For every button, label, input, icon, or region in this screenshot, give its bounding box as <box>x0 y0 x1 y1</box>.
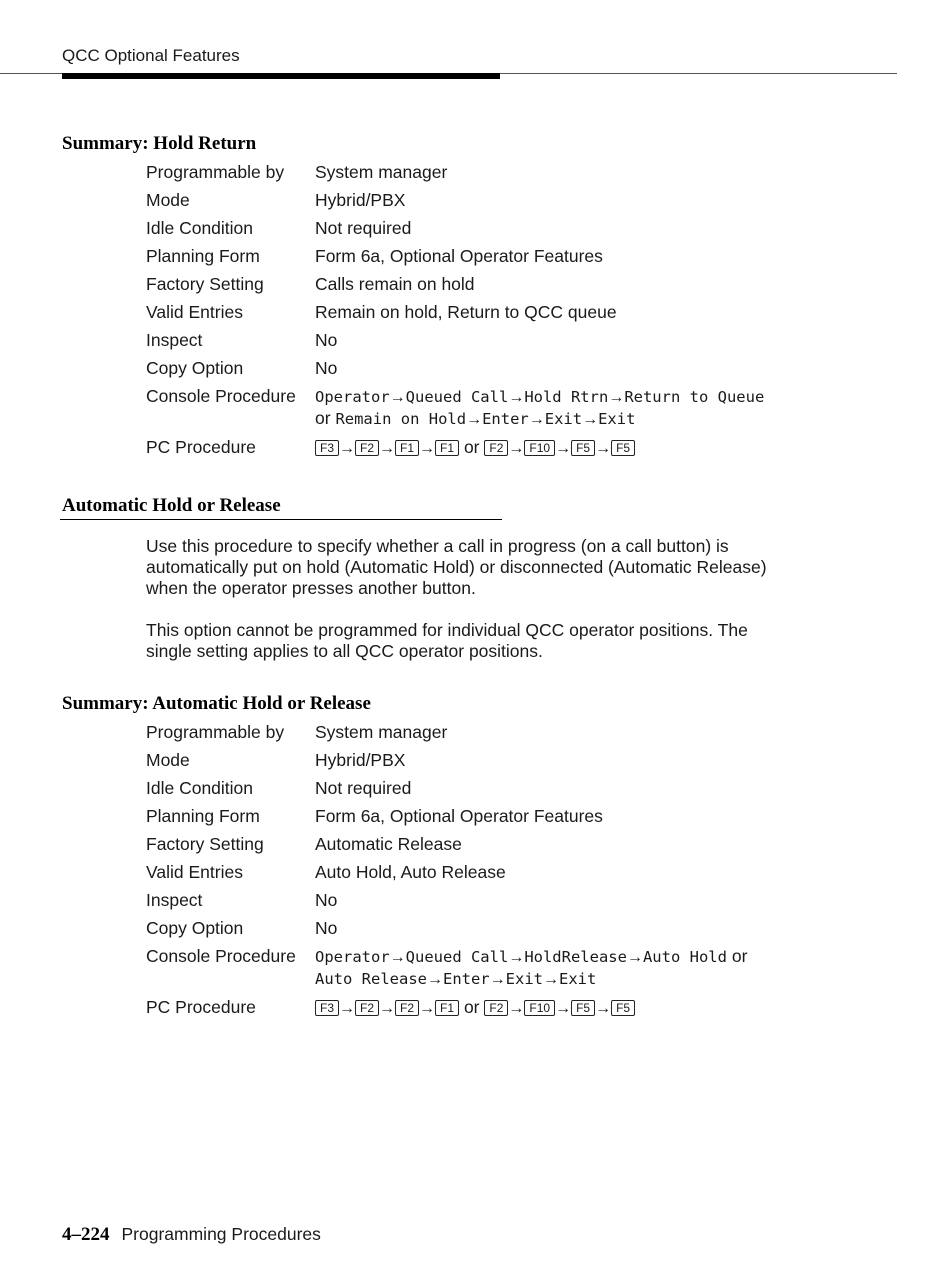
console-step: Exit <box>598 410 636 428</box>
row-value: No <box>315 358 338 378</box>
pc-procedure-row <box>146 437 764 459</box>
row-value: No <box>315 330 338 350</box>
table-row <box>146 722 747 743</box>
arrow-right-icon: → <box>582 411 599 428</box>
arrow-right-icon: → <box>608 389 625 406</box>
arrow-right-icon: → <box>389 389 406 406</box>
arrow-right-icon: → <box>389 949 406 966</box>
function-key: F1 <box>395 440 419 456</box>
table-row <box>146 330 764 351</box>
function-key: F5 <box>571 440 595 456</box>
function-key: F1 <box>435 1000 459 1016</box>
console-step: Operator <box>315 388 390 406</box>
arrow-right-icon: → <box>595 440 612 457</box>
table-row <box>146 778 747 799</box>
row-value: Calls remain on hold <box>315 274 475 294</box>
footer-section: Programming Procedures <box>121 1224 321 1244</box>
table-row <box>146 834 747 855</box>
function-key: F2 <box>355 440 379 456</box>
body-paragraph: Use this procedure to specify whether a call in progress (on a call button) is automatically put on hold (Automatic Hold) or disconnected (Automatic Release) when the operator presses another button. <box>146 536 767 598</box>
arrow-right-icon: → <box>595 1000 612 1017</box>
row-value: No <box>315 918 338 938</box>
function-key: F2 <box>484 1000 508 1016</box>
row-label: Inspect <box>146 330 203 350</box>
function-key: F3 <box>315 1000 339 1016</box>
function-key: F2 <box>355 1000 379 1016</box>
console-step: Enter <box>482 410 529 428</box>
row-value: Form 6a, Optional Operator Features <box>315 806 603 826</box>
arrow-right-icon: → <box>555 1000 572 1017</box>
console-step: Queued Call <box>405 948 509 966</box>
row-label: Planning Form <box>146 246 260 266</box>
row-value: Remain on hold, Return to QCC queue <box>315 302 617 322</box>
arrow-right-icon: → <box>466 411 483 428</box>
arrow-right-icon: → <box>508 440 525 457</box>
function-key: F3 <box>315 440 339 456</box>
console-step: Auto Hold <box>642 948 727 966</box>
or-text: or <box>463 437 480 457</box>
row-label: Valid Entries <box>146 862 243 882</box>
console-step: Exit <box>544 410 583 428</box>
arrow-right-icon: → <box>528 411 545 428</box>
table-row <box>146 806 747 827</box>
row-value: Hybrid/PBX <box>315 750 406 770</box>
page-number: 4–224 <box>62 1224 110 1245</box>
section-rule <box>60 519 502 520</box>
console-procedure-value <box>315 386 764 430</box>
arrow-right-icon: → <box>426 971 443 988</box>
table-row <box>146 890 747 911</box>
header-bar <box>62 73 500 79</box>
arrow-right-icon: → <box>339 1000 356 1017</box>
row-label: Idle Condition <box>146 218 254 238</box>
or-text: or <box>731 946 748 966</box>
row-value: Hybrid/PBX <box>315 190 406 210</box>
arrow-right-icon: → <box>508 1000 525 1017</box>
row-label: PC Procedure <box>146 437 256 457</box>
page-footer <box>62 1224 321 1246</box>
row-label: Factory Setting <box>146 274 264 294</box>
row-label: Copy Option <box>146 918 244 938</box>
row-value: Automatic Release <box>315 834 462 854</box>
console-step: Queued Call <box>405 388 509 406</box>
row-label: Mode <box>146 190 190 210</box>
arrow-right-icon: → <box>555 440 572 457</box>
summary-auto-hold-table <box>146 722 747 1026</box>
arrow-right-icon: → <box>379 440 396 457</box>
row-value: No <box>315 890 338 910</box>
console-step: Exit <box>505 970 543 988</box>
row-label: Mode <box>146 750 190 770</box>
row-value: Auto Hold, Auto Release <box>315 862 506 882</box>
row-label: Console Procedure <box>146 386 296 406</box>
row-label: Programmable by <box>146 722 285 742</box>
table-row <box>146 274 764 295</box>
arrow-right-icon: → <box>339 440 356 457</box>
arrow-right-icon: → <box>626 949 643 966</box>
table-row <box>146 162 764 183</box>
function-key: F5 <box>571 1000 595 1016</box>
arrow-right-icon: → <box>379 1000 396 1017</box>
section-heading: Automatic Hold or Release <box>62 495 281 516</box>
or-text: or <box>315 408 331 428</box>
console-step: Remain on Hold <box>335 410 467 428</box>
function-key: F2 <box>484 440 508 456</box>
row-label: Factory Setting <box>146 834 264 854</box>
row-label: PC Procedure <box>146 997 256 1017</box>
row-label: Copy Option <box>146 358 244 378</box>
arrow-right-icon: → <box>508 949 525 966</box>
row-value: Not required <box>315 778 412 798</box>
console-step: Operator <box>315 948 390 966</box>
table-row <box>146 918 747 939</box>
table-row <box>146 190 764 211</box>
table-row <box>146 302 764 323</box>
row-label: Valid Entries <box>146 302 243 322</box>
function-key: F10 <box>524 1000 555 1016</box>
arrow-right-icon: → <box>419 440 436 457</box>
console-step: Hold Rtrn <box>524 388 609 406</box>
function-key: F5 <box>611 1000 635 1016</box>
console-procedure-value <box>315 946 747 990</box>
table-row <box>146 750 747 771</box>
function-key: F1 <box>435 440 459 456</box>
row-value: System manager <box>315 722 448 742</box>
arrow-right-icon: → <box>508 389 525 406</box>
console-step: HoldRelease <box>524 948 627 966</box>
row-label: Console Procedure <box>146 946 296 966</box>
row-label: Programmable by <box>146 162 285 182</box>
pc-procedure-value <box>315 437 764 459</box>
or-text: or <box>463 997 480 1017</box>
table-row <box>146 218 764 239</box>
function-key: F10 <box>524 440 555 456</box>
row-label: Planning Form <box>146 806 260 826</box>
function-key: F5 <box>611 440 635 456</box>
pc-procedure-value <box>315 997 747 1019</box>
summary-hold-return-heading: Summary: Hold Return <box>62 133 257 154</box>
arrow-right-icon: → <box>542 971 559 988</box>
function-key: F2 <box>395 1000 419 1016</box>
row-label: Idle Condition <box>146 778 254 798</box>
arrow-right-icon: → <box>419 1000 436 1017</box>
body-paragraph: This option cannot be programmed for individual QCC operator positions. The single setting applies to all QCC operator positions. <box>146 620 748 661</box>
console-procedure-row <box>146 386 764 430</box>
row-value: Form 6a, Optional Operator Features <box>315 246 603 266</box>
table-row <box>146 358 764 379</box>
console-procedure-row <box>146 946 747 990</box>
arrow-right-icon: → <box>489 971 506 988</box>
table-row <box>146 246 764 267</box>
running-header: QCC Optional Features <box>62 46 240 65</box>
summary-hold-return-table <box>146 162 764 466</box>
console-step: Auto Release <box>315 970 427 988</box>
pc-procedure-row <box>146 997 747 1019</box>
console-step: Enter <box>442 970 490 988</box>
summary-auto-hold-heading: Summary: Automatic Hold or Release <box>62 693 371 714</box>
row-value: System manager <box>315 162 448 182</box>
console-step: Exit <box>558 970 597 988</box>
console-step: Return to Queue <box>624 388 765 406</box>
table-row <box>146 862 747 883</box>
row-label: Inspect <box>146 890 203 910</box>
row-value: Not required <box>315 218 412 238</box>
